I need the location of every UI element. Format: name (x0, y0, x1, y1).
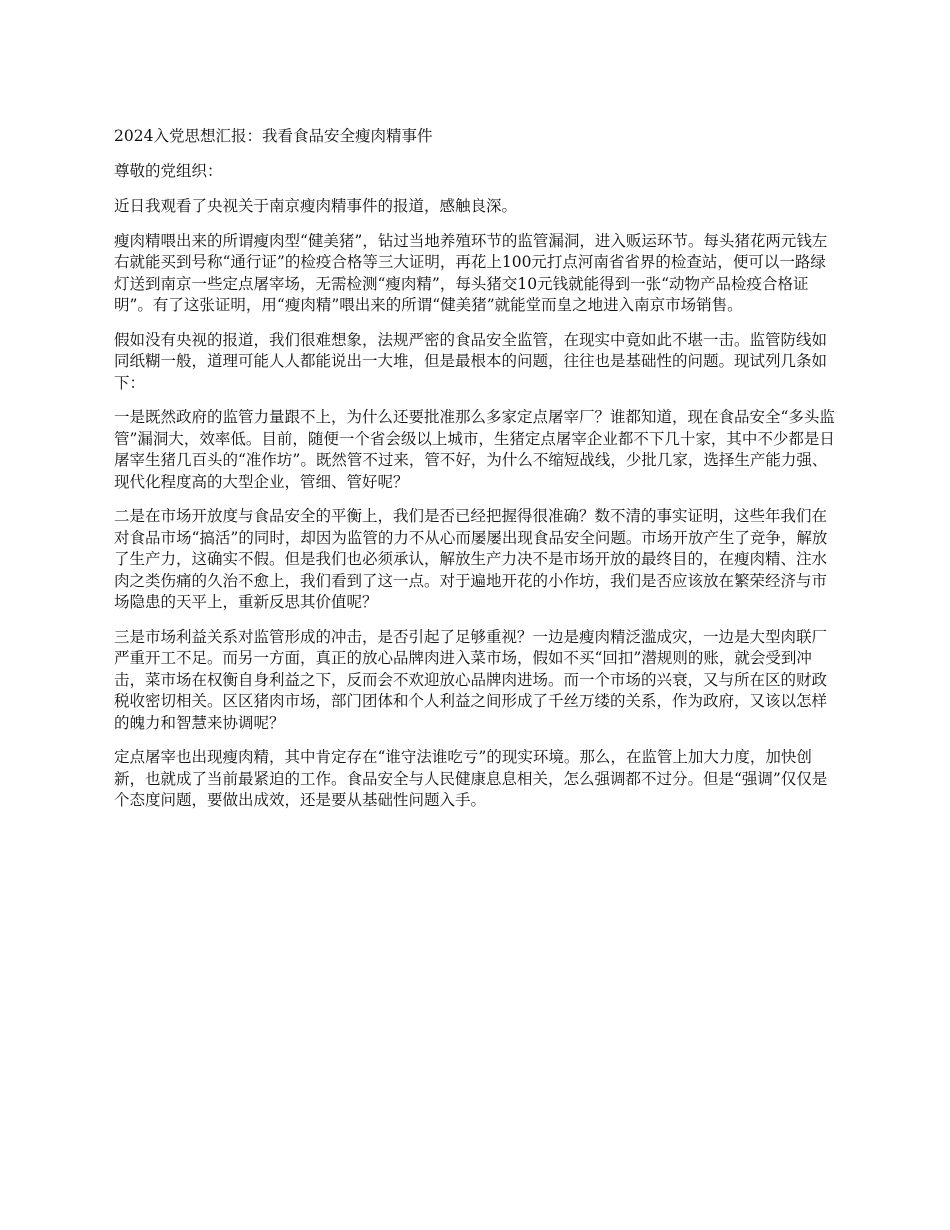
document-page (114, 126, 840, 825)
paragraph-point-one: 一是既然政府的监管力量跟不上，为什么还要批准那么多家定点屠宰厂？谁都知道，现在食品安全“多头监管”漏洞大，效率低。目前，随便一个省会级以上城市，生猪定点屠宰企业都不下几十家，其中不少都是日屠宰生猪几百头的“准作坊”。既然管不过来，管不好，为什么不缩短战线，少批几家，选择生产能力强、现代化程度高的大型企业，管细、管好呢？ (114, 408, 835, 491)
paragraph-analysis: 假如没有央视的报道，我们很难想象，法规严密的食品安全监管，在现实中竟如此不堪一击。监管防线如同纸糊一般，道理可能人人都能说出一大堆，但是最根本的问题，往往也是基础性的问题。现试列几条如下： (114, 330, 828, 392)
paragraph-background: 瘦肉精喂出来的所谓瘦肉型“健美猪”，钻过当地养殖环节的监管漏洞，进入贩运环节。每头猪花两元钱左右就能买到号称“通行证”的检疫合格等三大证明，再花上100元打点河南省省界的检查站，便可以一路绿灯送到南京一些定点屠宰场，无需检测“瘦肉精”，每头猪交10元钱就能得到一张“动物产品检疫合格证明”。有了这张证明，用“瘦肉精”喂出来的所谓“健美猪”就能堂而皇之地进入南京市场销售。 (114, 231, 828, 314)
paragraph-intro: 近日我观看了央视关于南京瘦肉精事件的报道，感触良深。 (114, 197, 518, 215)
salutation: 尊敬的党组织： (114, 162, 223, 180)
document-title: 2024入党思想汇报：我看食品安全瘦肉精事件 (114, 127, 433, 145)
paragraph-conclusion: 定点屠宰也出现瘦肉精，其中肯定存在“谁守法谁吃亏”的现实环境。那么，在监管上加大力度，加快创新，也就成了当前最紧迫的工作。食品安全与人民健康息息相关，怎么强调都不过分。但是“强调”仅仅是个态度问题，要做出成效，还是要从基础性问题入手。 (114, 748, 828, 809)
paragraph-point-two: 二是在市场开放度与食品安全的平衡上，我们是否已经把握得很准确？数不清的事实证明，这些年我们在对食品市场“搞活”的同时，却因为监管的力不从心而屡屡出现食品安全问题。市场开放产生了竞争，解放了生产力，这确实不假。但是我们也必须承认，解放生产力决不是市场开放的最终目的，在瘦肉精、注水肉之类伤痛的久治不愈上，我们看到了这一点。对于遍地开花的小作坊，我们是否应该放在繁荣经济与市场隐患的天平上，重新反思其价值呢？ (114, 507, 828, 611)
paragraph-point-three: 三是市场利益关系对监管形成的冲击，是否引起了足够重视？一边是瘦肉精泛滥成灾，一边是大型肉联厂严重开工不足。而另一方面，真正的放心品牌肉进入菜市场，假如不买“回扣”潜规则的账，就会受到冲击，菜市场在权衡自身利益之下，反而会不欢迎放心品牌肉进场。而一个市场的兴衰，又与所在区的财政税收密切相关。区区猪肉市场，部门团体和个人利益之间形成了千丝万缕的关系，作为政府，又该以怎样的魄力和智慧来协调呢？ (114, 627, 828, 732)
